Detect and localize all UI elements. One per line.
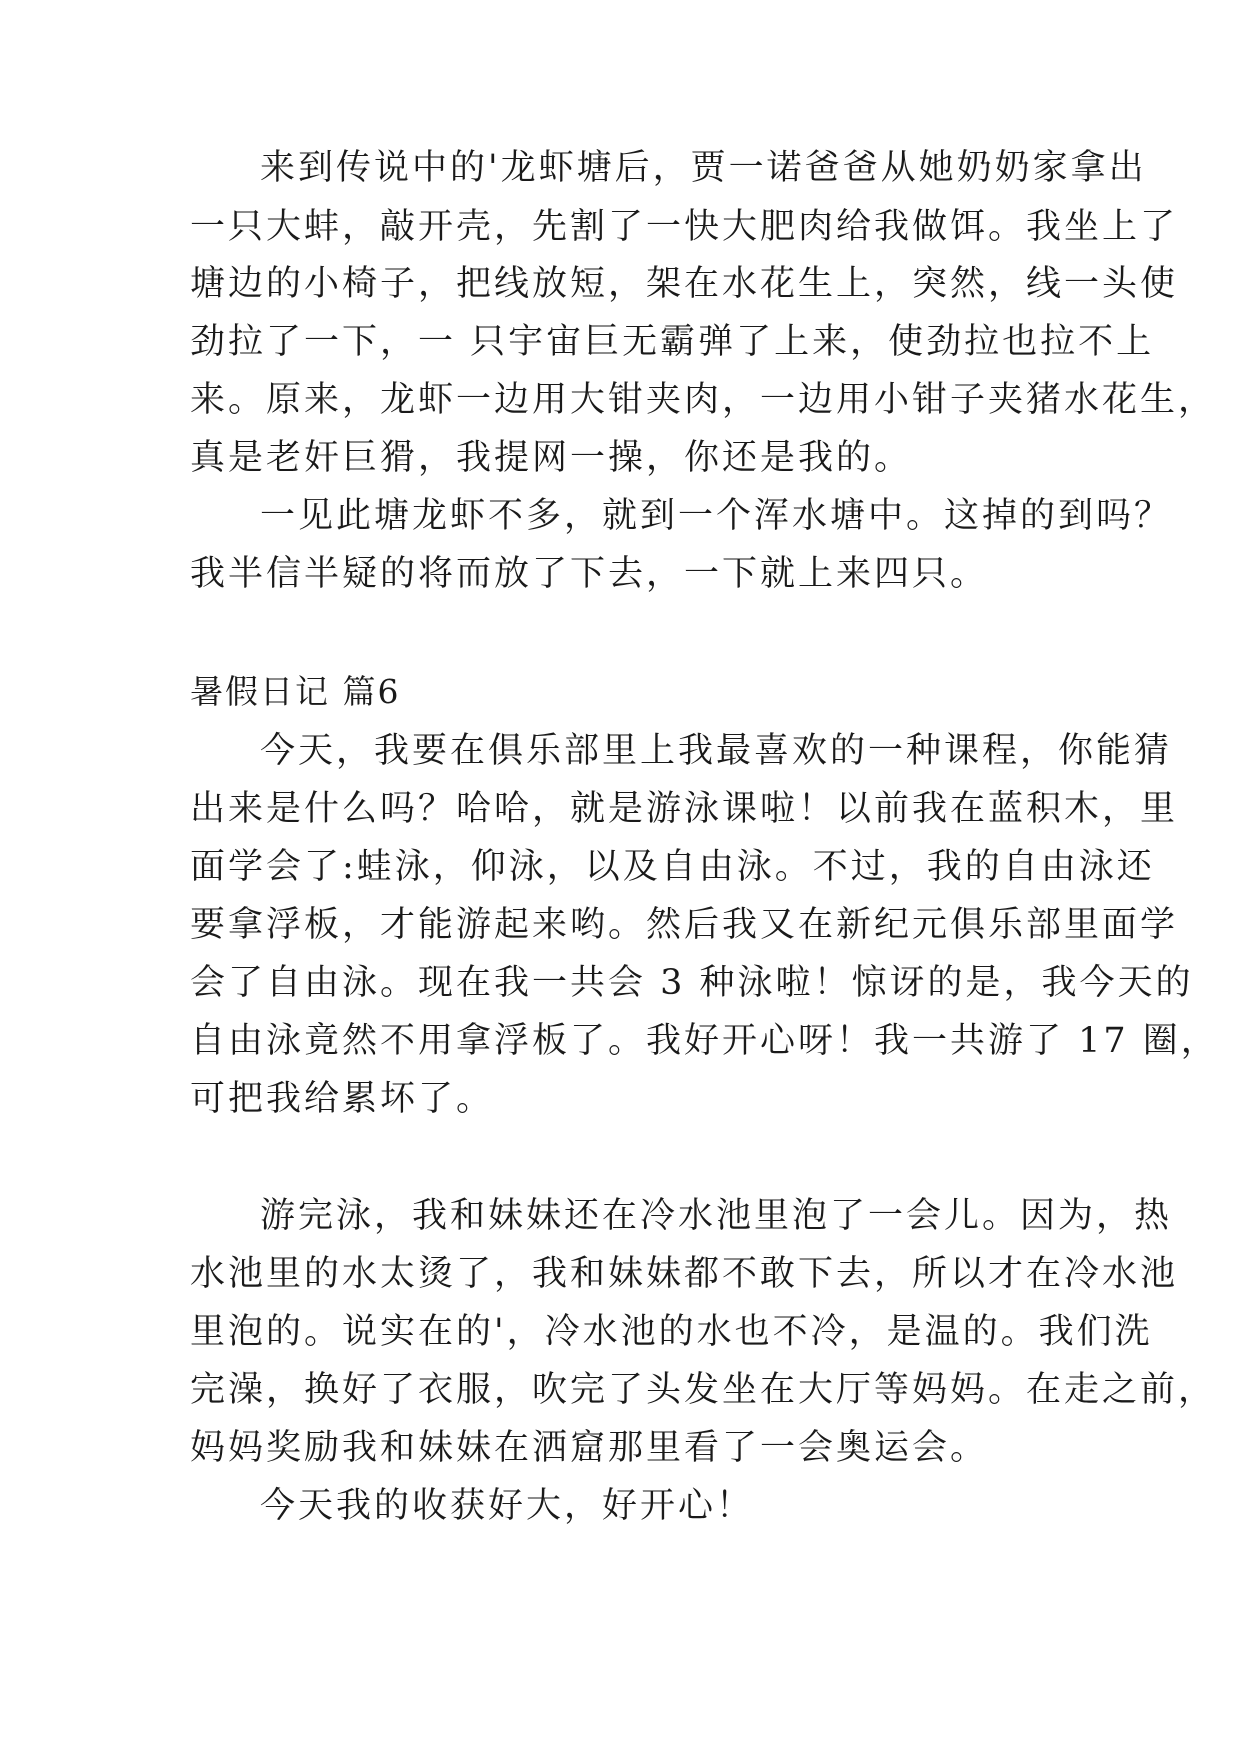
paragraph-line: 今天我的收获好大，好开心！ [260, 1486, 755, 1526]
paragraph-line: 里泡的。说实在的'，冷水池的水也不冷，是温的。我们洗 [190, 1312, 1153, 1352]
paragraph-line: 完澡，换好了衣服，吹完了头发坐在大厅等妈妈。在走之前， [190, 1370, 1217, 1410]
paragraph-line: 游完泳，我和妹妹还在冷水池里泡了一会儿。因为，热 [260, 1196, 1173, 1236]
paragraph-line: 塘边的小椅子，把线放短，架在水花生上，突然，线一头使 [190, 264, 1179, 304]
paragraph-line: 一只大蚌，敲开壳，先割了一快大肥肉给我做饵。我坐上了 [190, 207, 1179, 247]
paragraph-line: 今天，我要在俱乐部里上我最喜欢的一种课程，你能猜 [260, 731, 1173, 771]
paragraph-line: 可把我给累坏了。 [190, 1079, 495, 1119]
section-heading: 暑假日记 篇6 [190, 672, 401, 711]
paragraph-line: 水池里的水太烫了，我和妹妹都不敢下去，所以才在冷水池 [190, 1254, 1179, 1294]
paragraph-line: 来到传说中的'龙虾塘后，贾一诺爸爸从她奶奶家拿出 [260, 148, 1147, 188]
paragraph-line: 我半信半疑的将而放了下去，一下就上来四只。 [190, 554, 989, 594]
paragraph-line: 会了自由泳。现在我一共会 3 种泳啦！惊讶的是，我今天的 [190, 963, 1194, 1003]
paragraph-line: 劲拉了一下，一 只宇宙巨无霸弹了上来，使劲拉也拉不上 [190, 322, 1155, 362]
paragraph-line: 出来是什么吗？哈哈，就是游泳课啦！以前我在蓝积木，里 [190, 789, 1179, 829]
paragraph-line: 自由泳竟然不用拿浮板了。我好开心呀！我一共游了 17 圈， [190, 1021, 1219, 1061]
paragraph-line: 妈妈奖励我和妹妹在洒窟那里看了一会奥运会。 [190, 1428, 989, 1468]
paragraph-line: 要拿浮板，才能游起来哟。然后我又在新纪元俱乐部里面学 [190, 905, 1179, 945]
paragraph-line: 面学会了:蛙泳，仰泳，以及自由泳。不过，我的自由泳还 [190, 847, 1155, 887]
paragraph-line: 一见此塘龙虾不多，就到一个浑水塘中。这掉的到吗？ [260, 496, 1173, 536]
paragraph-line: 来。原来，龙虾一边用大钳夹肉，一边用小钳子夹猪水花生， [190, 380, 1217, 420]
paragraph-line: 真是老奸巨猾，我提网一操，你还是我的。 [190, 438, 913, 478]
